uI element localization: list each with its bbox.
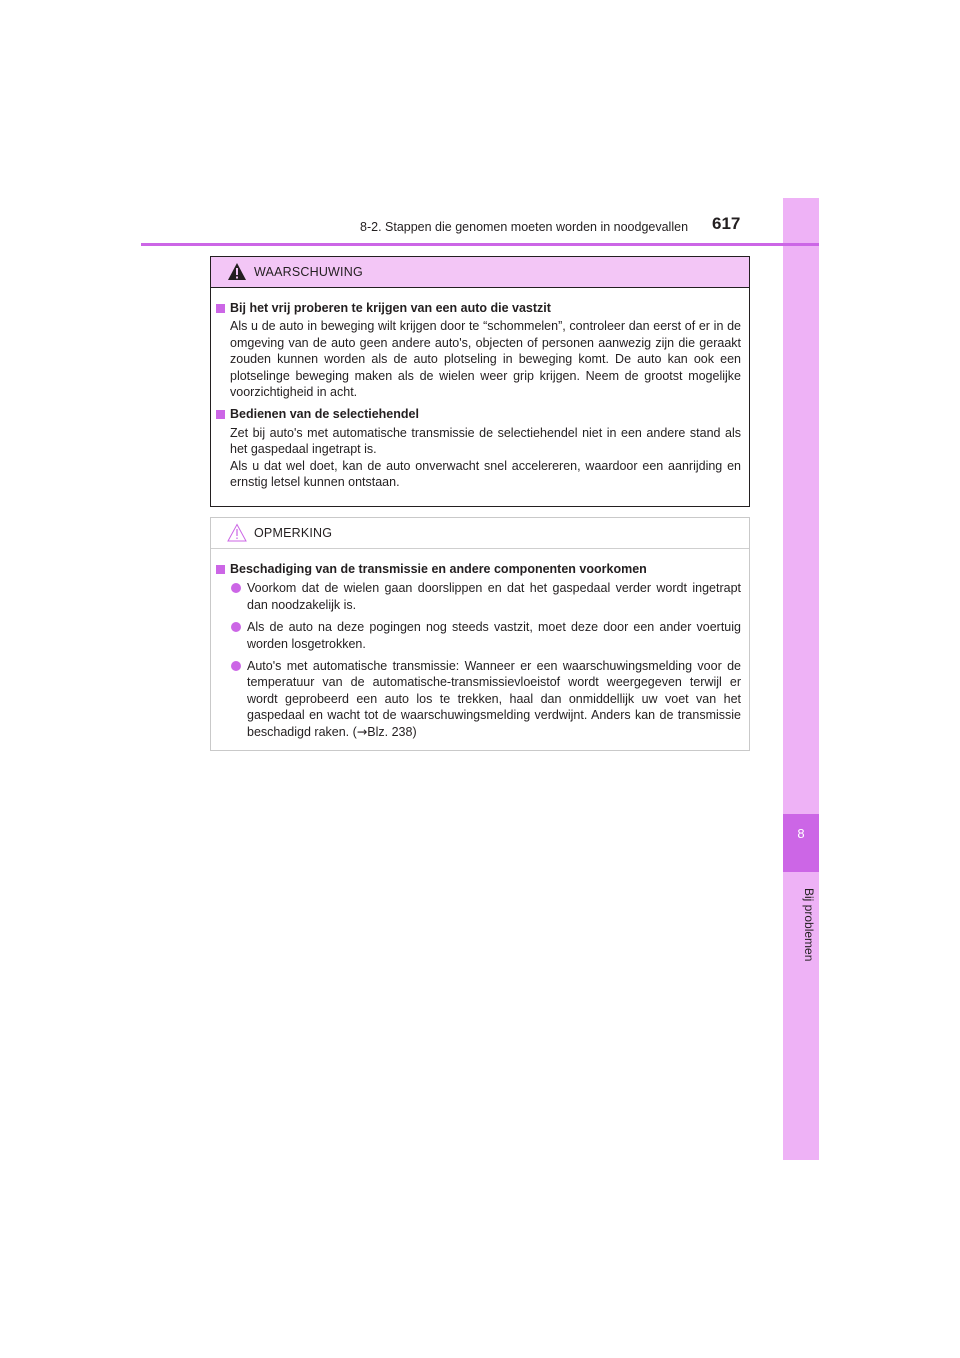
circle-bullet-icon — [231, 622, 241, 632]
note-box — [210, 517, 750, 751]
warning-paragraph-line: Zet bij auto's met automatische transmissie de selectiehendel niet in een andere stand als het gaspedaal ingetrapt is. — [230, 425, 741, 457]
list-item-text: Als de auto na deze pogingen nog steeds vastzit, moet deze door een ander voertuig worden losgetrokken. — [247, 620, 741, 651]
warning-section-title — [216, 300, 741, 316]
warning-section-title-text: Bedienen van de selectiehendel — [230, 407, 419, 422]
note-section-title — [216, 561, 741, 577]
list-item-text: Voorkom dat de wielen gaan doorslippen en dat het gaspedaal verder wordt ingetrapt dan noodzakelijk is. — [247, 581, 741, 612]
chapter-side-strip — [783, 198, 819, 1160]
circle-bullet-icon — [231, 661, 241, 671]
note-section-title-text: Beschadiging van de transmissie en andere componenten voorkomen — [230, 562, 647, 576]
chapter-number: 8 — [797, 826, 805, 841]
warning-box — [210, 256, 750, 507]
warning-heading: WAARSCHUWING — [254, 265, 363, 279]
section-header-title: 8-2. Stappen die genomen moeten worden in noodgevallen — [360, 220, 689, 234]
warning-section-title-text: Bij het vrij proberen te krijgen van een auto die vastzit — [230, 301, 551, 315]
list-item — [216, 619, 741, 652]
list-item — [216, 580, 741, 613]
page-reference-arrow: → — [356, 723, 368, 739]
warning-paragraph-line: Als u dat wel doet, kan de auto onverwacht snel accelereren, waardoor een aanrijding en ernstig letsel kunnen ontstaan. — [230, 458, 741, 490]
square-bullet-icon — [216, 304, 225, 313]
list-item — [216, 658, 741, 740]
warning-body — [211, 288, 749, 490]
warning-triangle-icon — [227, 262, 247, 281]
caution-triangle-icon — [227, 523, 247, 542]
warning-paragraph — [216, 425, 741, 491]
warning-paragraph: Als u de auto in beweging wilt krijgen door te “schommelen”, controleer dan eerst of er in de omgeving van de auto geen andere auto's, objecten of personen aanwezig zijn die geraakt zouden kunnen worden als de auto plotseling in beweging komt. De auto kan ook een plotselinge beweging maken als de wielen weer grip krijgen. Neem de grootst mogelijke voorzichtigheid in acht. — [230, 319, 741, 400]
list-item-text: Auto's met automatische transmissie: Wanneer er een waarschuwingsmelding voor de temperatuur van de automatische-transmissievloeistof wordt weergegeven terwijl er wordt geprobeerd een auto los te trekken, haal dan onmiddellijk uw voet van het gaspedaal en wacht tot de waarschuwingsmelding verdwijnt. Anders kan de transmissie beschadigd raken. ( — [247, 659, 741, 739]
square-bullet-icon — [216, 565, 225, 574]
note-header — [211, 518, 749, 549]
note-heading: OPMERKING — [254, 526, 333, 540]
warning-header — [211, 257, 749, 288]
square-bullet-icon — [216, 410, 225, 419]
header-divider — [141, 243, 819, 246]
chapter-tab[interactable] — [783, 814, 819, 872]
page-reference-link[interactable]: Blz. 238) — [367, 724, 417, 739]
circle-bullet-icon — [231, 583, 241, 593]
note-body — [211, 549, 749, 740]
warning-section-title — [216, 406, 741, 422]
chapter-label: Bij problemen — [802, 888, 816, 962]
page-number: 617 — [712, 214, 741, 233]
